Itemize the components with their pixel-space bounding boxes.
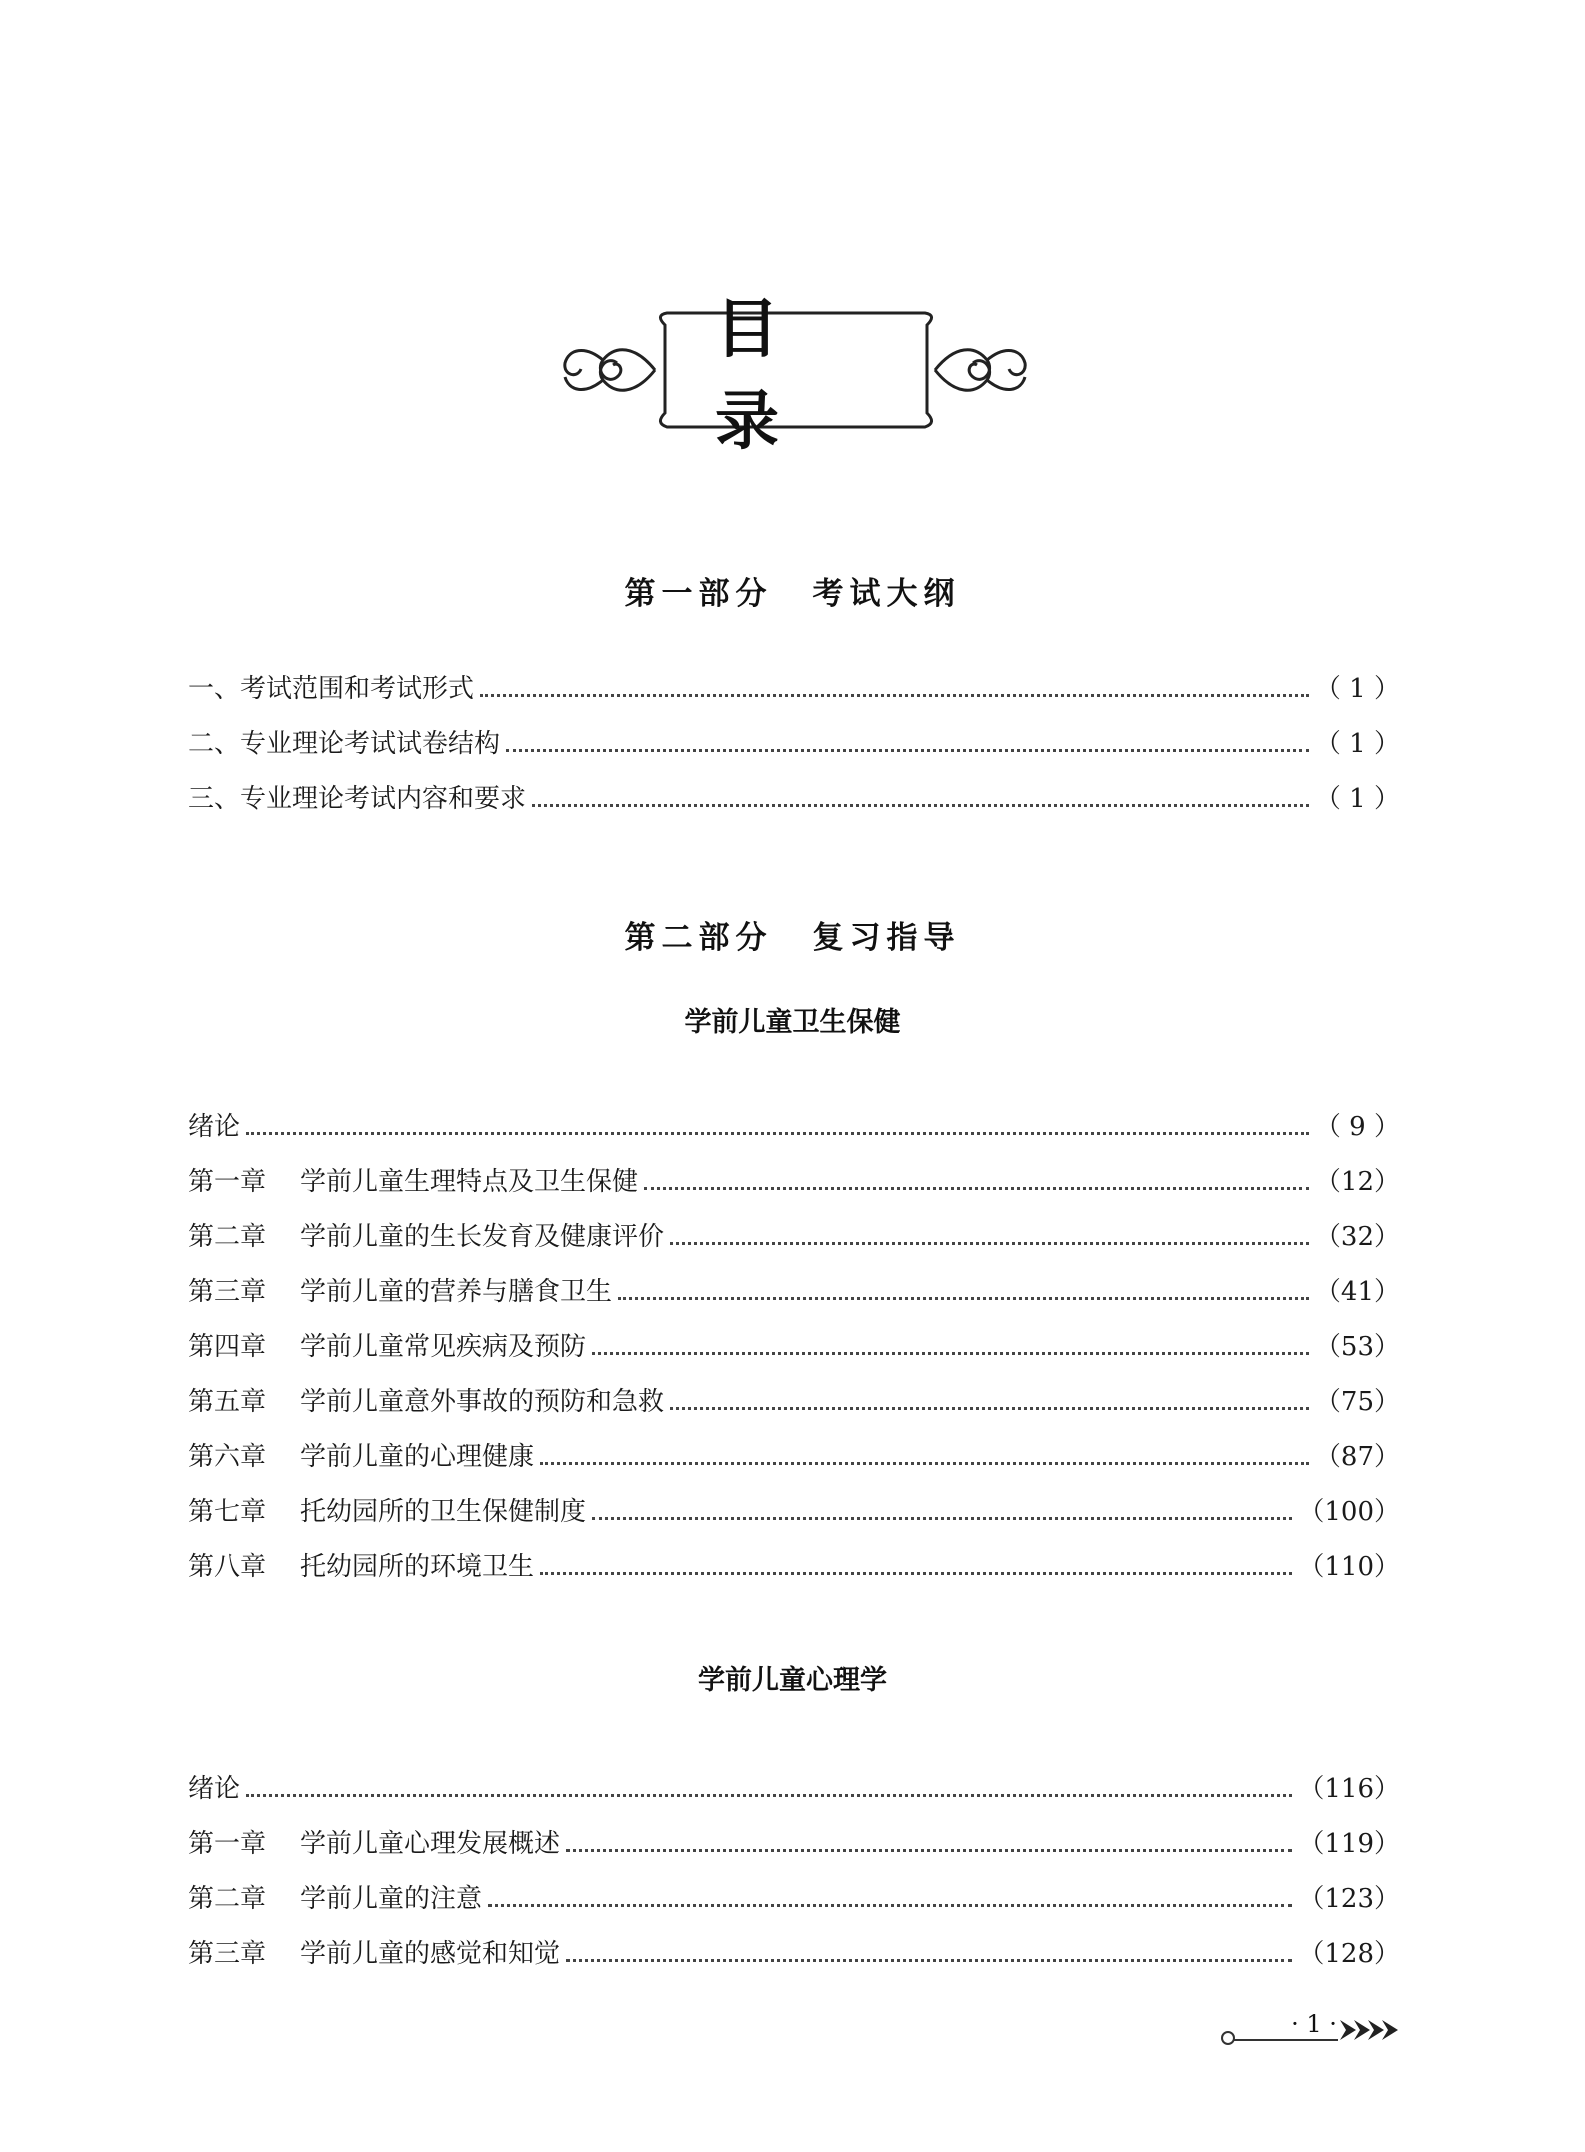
entry-label: 学前儿童意外事故的预防和急救 xyxy=(300,1387,665,1417)
toc-entry[interactable] xyxy=(188,1872,1400,1927)
toc-entry[interactable] xyxy=(188,1430,1400,1485)
part1-toc-list xyxy=(188,662,1400,827)
dot-leader xyxy=(246,1132,1309,1135)
toc-entry[interactable] xyxy=(188,662,1400,717)
entry-label: 学前儿童生理特点及卫生保健 xyxy=(300,1167,639,1197)
dot-leader xyxy=(506,749,1309,752)
entry-number: 一、 xyxy=(188,674,241,704)
part1-heading xyxy=(0,568,1585,613)
entry-page: （123） xyxy=(1298,1884,1400,1914)
entry-page: （53） xyxy=(1314,1332,1400,1362)
toc-entry[interactable] xyxy=(188,1155,1400,1210)
entry-label: 学前儿童常见疾病及预防 xyxy=(300,1332,587,1362)
entry-page: （41） xyxy=(1314,1277,1400,1307)
dot-leader xyxy=(540,1572,1292,1575)
entry-chapter: 第三章 xyxy=(188,1277,267,1307)
entry-label: 专业理论考试试卷结构 xyxy=(240,729,501,759)
page-title: 目 录 xyxy=(715,293,839,459)
dot-leader xyxy=(566,1849,1292,1852)
part2-heading xyxy=(0,912,1585,957)
entry-label: 托幼园所的环境卫生 xyxy=(300,1552,535,1582)
entry-page: （32） xyxy=(1314,1222,1400,1252)
entry-label: 学前儿童的心理健康 xyxy=(300,1442,535,1472)
entry-label: 考试范围和考试形式 xyxy=(240,674,475,704)
entry-number: 二、 xyxy=(188,729,241,759)
toc-entry[interactable] xyxy=(188,1540,1400,1595)
page-number: · 1 · xyxy=(1291,2010,1337,2038)
entry-chapter: 第八章 xyxy=(188,1552,267,1582)
entry-chapter: 第一章 xyxy=(188,1829,267,1859)
entry-page: （119） xyxy=(1298,1829,1400,1859)
entry-label: 绪论 xyxy=(188,1112,241,1142)
part2-label: 第二部分 xyxy=(624,920,773,956)
toc-title-block xyxy=(555,293,1035,459)
entry-chapter: 第二章 xyxy=(188,1884,267,1914)
dot-leader xyxy=(670,1407,1309,1410)
section2-toc-list xyxy=(188,1762,1400,1982)
entry-page: （110） xyxy=(1298,1552,1400,1582)
dot-leader xyxy=(488,1904,1292,1907)
section2-title: 学前儿童心理学 xyxy=(698,1665,887,1696)
dot-leader xyxy=(592,1352,1309,1355)
entry-label: 绪论 xyxy=(188,1774,241,1804)
toc-entry[interactable] xyxy=(188,1762,1400,1817)
toc-entry[interactable] xyxy=(188,1210,1400,1265)
entry-chapter: 第七章 xyxy=(188,1497,267,1527)
dot-leader xyxy=(644,1187,1309,1190)
dot-leader xyxy=(532,804,1309,807)
entry-page: （128） xyxy=(1298,1939,1400,1969)
part1-name: 考试大纲 xyxy=(812,576,961,612)
dot-leader xyxy=(566,1959,1292,1962)
entry-page: （75） xyxy=(1314,1387,1400,1417)
toc-entry[interactable] xyxy=(188,772,1400,827)
dot-leader xyxy=(540,1462,1309,1465)
entry-label: 学前儿童心理发展概述 xyxy=(300,1829,561,1859)
page-footer xyxy=(1218,2008,1408,2052)
entry-page: （ 1 ） xyxy=(1314,674,1400,704)
section1-title: 学前儿童卫生保健 xyxy=(684,1007,901,1038)
entry-label: 学前儿童的营养与膳食卫生 xyxy=(300,1277,613,1307)
toc-entry[interactable] xyxy=(188,1817,1400,1872)
toc-entry[interactable] xyxy=(188,1485,1400,1540)
entry-page: （ 1 ） xyxy=(1314,729,1400,759)
entry-page: （116） xyxy=(1298,1774,1400,1804)
toc-entry[interactable] xyxy=(188,717,1400,772)
entry-chapter: 第一章 xyxy=(188,1167,267,1197)
toc-entry[interactable] xyxy=(188,1265,1400,1320)
part2-name: 复习指导 xyxy=(812,920,961,956)
entry-number: 三、 xyxy=(188,784,241,814)
entry-chapter: 第四章 xyxy=(188,1332,267,1362)
entry-label: 学前儿童的生长发育及健康评价 xyxy=(300,1222,665,1252)
entry-page: （ 1 ） xyxy=(1314,784,1400,814)
dot-leader xyxy=(670,1242,1309,1245)
dot-leader xyxy=(592,1517,1292,1520)
entry-page: （100） xyxy=(1298,1497,1400,1527)
entry-page: （12） xyxy=(1314,1167,1400,1197)
toc-entry[interactable] xyxy=(188,1927,1400,1982)
entry-chapter: 第三章 xyxy=(188,1939,267,1969)
section1-toc-list xyxy=(188,1100,1400,1595)
entry-label: 学前儿童的注意 xyxy=(300,1884,483,1914)
toc-entry[interactable] xyxy=(188,1320,1400,1375)
part1-label: 第一部分 xyxy=(624,576,773,612)
entry-chapter: 第五章 xyxy=(188,1387,267,1417)
entry-label: 托幼园所的卫生保健制度 xyxy=(300,1497,587,1527)
entry-label: 学前儿童的感觉和知觉 xyxy=(300,1939,561,1969)
entry-page: （87） xyxy=(1314,1442,1400,1472)
dot-leader xyxy=(480,694,1309,697)
dot-leader xyxy=(246,1794,1292,1797)
entry-chapter: 第二章 xyxy=(188,1222,267,1252)
entry-label: 专业理论考试内容和要求 xyxy=(240,784,527,814)
entry-chapter: 第六章 xyxy=(188,1442,267,1472)
toc-entry[interactable] xyxy=(188,1100,1400,1155)
toc-entry[interactable] xyxy=(188,1375,1400,1430)
entry-page: （ 9 ） xyxy=(1314,1112,1400,1142)
dot-leader xyxy=(618,1297,1309,1300)
